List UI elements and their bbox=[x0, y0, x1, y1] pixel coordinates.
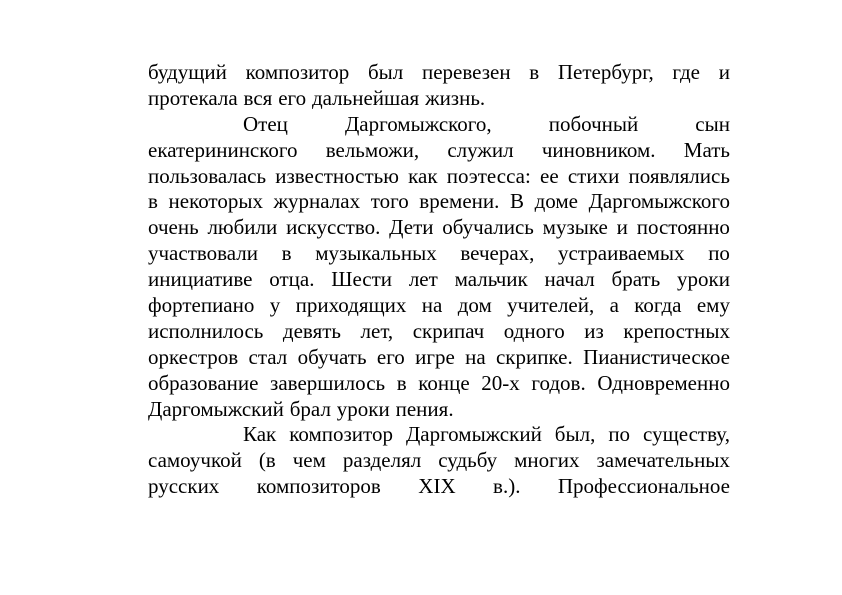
word: будущий bbox=[148, 60, 227, 84]
text-line bbox=[148, 164, 730, 190]
word: XIX bbox=[418, 474, 456, 499]
word: его bbox=[278, 85, 307, 110]
word: чиновником. bbox=[541, 137, 656, 162]
word: крепостных bbox=[623, 318, 730, 343]
word: любили bbox=[207, 215, 278, 240]
word: образование bbox=[148, 370, 259, 395]
word: годов. bbox=[531, 370, 586, 395]
word: Одновременно bbox=[597, 370, 730, 395]
text-line bbox=[148, 241, 730, 267]
word: стихи bbox=[567, 163, 620, 188]
word: искусство. bbox=[286, 215, 381, 240]
word: Даргомыжского bbox=[588, 189, 730, 214]
word: его bbox=[376, 344, 405, 369]
word: как bbox=[408, 163, 438, 188]
word: скрипке. bbox=[495, 344, 573, 369]
word: из bbox=[584, 318, 604, 343]
text-line bbox=[148, 189, 730, 215]
word: композитор bbox=[289, 422, 393, 447]
word: Отец bbox=[243, 111, 288, 136]
word: некоторых bbox=[168, 189, 263, 214]
word: на bbox=[421, 293, 443, 318]
word: брать bbox=[611, 267, 661, 292]
word: русских bbox=[148, 474, 220, 499]
word: времени. bbox=[419, 189, 500, 214]
word: дом bbox=[457, 293, 492, 318]
word: Пианистическое bbox=[583, 344, 730, 369]
word: 20-х bbox=[481, 370, 520, 395]
word: сын bbox=[695, 111, 730, 136]
word: на bbox=[465, 344, 486, 369]
word: мальчик bbox=[454, 267, 528, 292]
word: поэтесса: bbox=[446, 163, 531, 188]
word: музыке bbox=[542, 215, 608, 240]
word: стал bbox=[248, 344, 288, 369]
word: в bbox=[529, 60, 540, 84]
text-line bbox=[148, 138, 730, 164]
word: устраиваемых bbox=[558, 241, 685, 266]
word: конце bbox=[418, 370, 470, 395]
text-line bbox=[148, 267, 730, 293]
word: а bbox=[609, 293, 619, 318]
word: протекала bbox=[148, 85, 238, 110]
word: того bbox=[370, 189, 409, 214]
word: обучались bbox=[442, 215, 534, 240]
paragraph bbox=[148, 60, 730, 112]
word: девять bbox=[282, 318, 341, 343]
text-line bbox=[148, 474, 730, 500]
text-line bbox=[148, 371, 730, 397]
word: по bbox=[608, 422, 631, 447]
word: Профессиональное bbox=[557, 474, 730, 499]
word: вся bbox=[243, 85, 273, 110]
word: одного bbox=[503, 318, 565, 343]
word: учителей, bbox=[507, 293, 595, 318]
document-body-text bbox=[148, 60, 730, 500]
word: (в bbox=[258, 448, 276, 473]
word: лет bbox=[408, 267, 438, 292]
word: уроки bbox=[677, 267, 730, 292]
word: уроки bbox=[336, 396, 390, 421]
word: когда bbox=[634, 293, 682, 318]
text-line bbox=[148, 448, 730, 474]
word: очень bbox=[148, 215, 199, 240]
word: дальнейшая bbox=[311, 85, 420, 110]
word: в bbox=[148, 189, 158, 214]
word: игре bbox=[415, 344, 455, 369]
word: завершилось bbox=[270, 370, 386, 395]
word: Шести bbox=[331, 267, 393, 292]
word: приходящих bbox=[295, 293, 407, 318]
word: исполнилось bbox=[148, 318, 264, 343]
word: в bbox=[396, 370, 407, 395]
word: вечерах, bbox=[460, 241, 535, 266]
word: Дети bbox=[389, 215, 434, 240]
word: фортепиано bbox=[148, 293, 255, 318]
text-line bbox=[148, 293, 730, 319]
word: постоянно bbox=[636, 215, 730, 240]
word: Как bbox=[243, 422, 277, 447]
word: пользовалась bbox=[148, 163, 267, 188]
word: в.). bbox=[493, 474, 521, 499]
word: В bbox=[509, 189, 524, 214]
text-line bbox=[148, 60, 730, 86]
word: Петербург, bbox=[557, 60, 654, 84]
word: служил bbox=[447, 137, 514, 162]
word: ее bbox=[540, 163, 559, 188]
word: и bbox=[718, 60, 730, 84]
word: известностью bbox=[275, 163, 399, 188]
word: в bbox=[281, 241, 292, 266]
word: у bbox=[269, 293, 281, 318]
text-line bbox=[148, 422, 730, 448]
text-line bbox=[148, 345, 730, 371]
word: композиторов bbox=[256, 474, 381, 499]
word: появлялись bbox=[628, 163, 730, 188]
word: участвовали bbox=[148, 241, 259, 266]
word: побочный bbox=[548, 111, 639, 136]
word: где bbox=[672, 60, 700, 84]
word: самоучкой bbox=[148, 448, 242, 473]
word: перевезен bbox=[421, 60, 511, 84]
word: чем bbox=[292, 448, 326, 473]
word: инициативе bbox=[148, 267, 253, 292]
word: доме bbox=[534, 189, 578, 214]
word: вельможи, bbox=[325, 137, 420, 162]
word: скрипач bbox=[412, 318, 485, 343]
word: обучать bbox=[297, 344, 367, 369]
word: музыкальных bbox=[315, 241, 437, 266]
text-line bbox=[148, 397, 730, 423]
text-line bbox=[148, 215, 730, 241]
word: судьбу bbox=[438, 448, 498, 473]
word: Даргомыжский bbox=[405, 422, 542, 447]
word: лет, bbox=[360, 318, 394, 343]
word: брал bbox=[289, 396, 331, 421]
word: существу, bbox=[643, 422, 730, 447]
word: Даргомыжский bbox=[148, 396, 284, 421]
text-line bbox=[148, 112, 730, 138]
word: ему bbox=[696, 293, 730, 318]
paragraph bbox=[148, 112, 730, 423]
word: Даргомыжского, bbox=[344, 111, 492, 136]
word: журналах bbox=[273, 189, 361, 214]
word: по bbox=[708, 241, 730, 266]
word: Мать bbox=[683, 137, 730, 162]
word: жизнь. bbox=[425, 85, 486, 110]
word: был bbox=[367, 60, 404, 84]
word: екатерининского bbox=[148, 137, 298, 162]
word: разделял bbox=[342, 448, 422, 473]
word: и bbox=[616, 215, 628, 240]
paragraph bbox=[148, 422, 730, 500]
word: многих bbox=[514, 448, 580, 473]
text-line bbox=[148, 319, 730, 345]
word: замечательных bbox=[596, 448, 730, 473]
word: композитор bbox=[245, 60, 350, 84]
word: начал bbox=[544, 267, 595, 292]
word: оркестров bbox=[148, 344, 239, 369]
text-line bbox=[148, 86, 730, 112]
word: был, bbox=[554, 422, 596, 447]
word: пения. bbox=[395, 396, 454, 421]
word: отца. bbox=[269, 267, 315, 292]
